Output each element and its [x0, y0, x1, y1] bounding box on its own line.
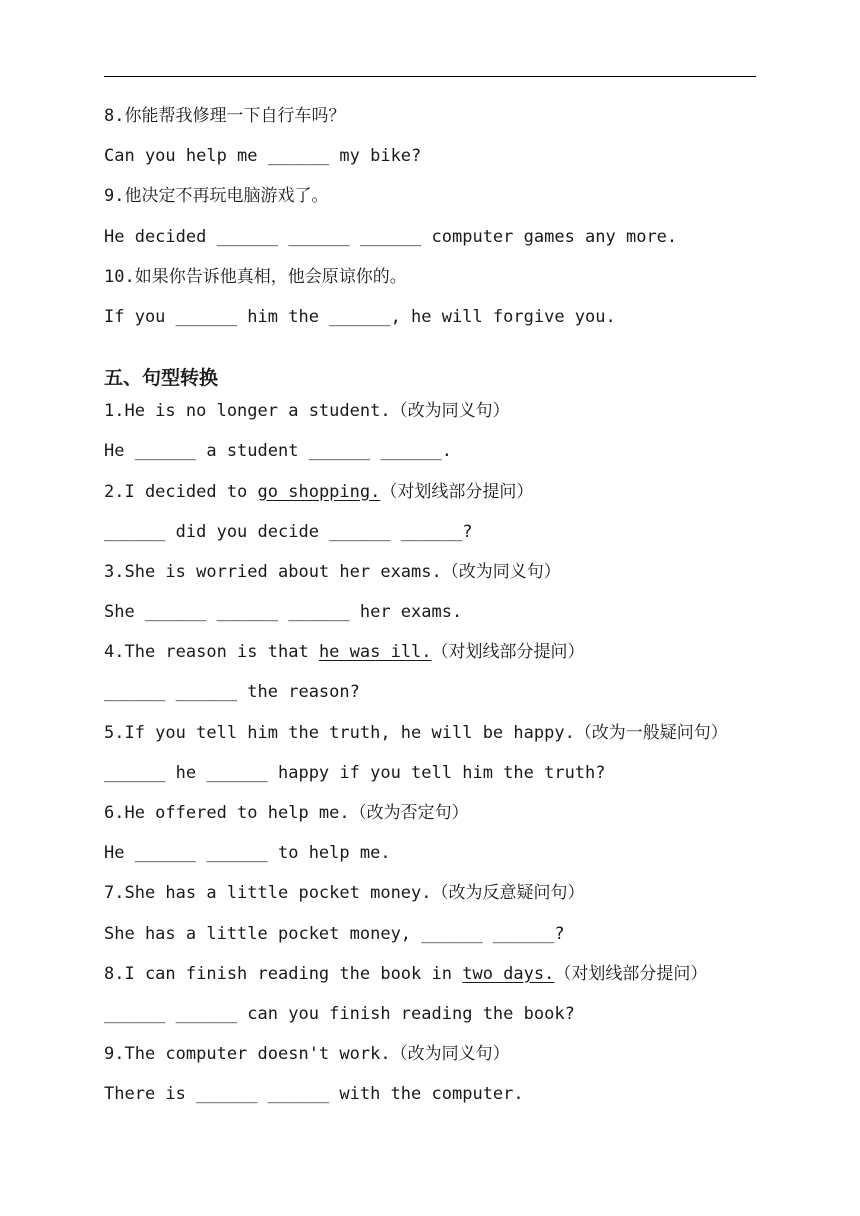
underlined-part: go shopping.: [257, 481, 381, 502]
sentence-transform-list: [104, 396, 804, 1119]
prompt-text: 8.I can finish reading the book in: [104, 963, 463, 984]
prompt-text: 3.She is worried about her exams.: [104, 561, 442, 582]
section-title: 五、句型转换: [104, 367, 219, 390]
q10-chinese: 10.如果你告诉他真相，他会原谅你的。: [104, 266, 407, 287]
s5-q1-prompt: [104, 396, 804, 436]
s5-q3-prompt: [104, 557, 804, 597]
s5-q4-answer: ______ ______ the reason?: [104, 682, 360, 703]
instruction-note: （改为一般疑问句）: [574, 722, 728, 743]
s5-q9-answer: There is ______ ______ with the computer.: [104, 1084, 524, 1105]
prompt-text: 1.He is no longer a student.: [104, 401, 391, 422]
s5-q2-answer: ______ did you decide ______ ______?: [104, 521, 473, 542]
prompt-text: 7.She has a little pocket money.: [104, 883, 432, 904]
prompt-text: 2.I decided to: [104, 481, 258, 502]
instruction-note: （改为同义句）: [390, 401, 510, 422]
instruction-note: （改为同义句）: [390, 1044, 510, 1065]
worksheet-content: [104, 101, 804, 1120]
q8-chinese: 8.你能帮我修理一下自行车吗？: [104, 106, 346, 126]
instruction-note: （改为否定句）: [349, 803, 469, 823]
s5-q6-answer: He ______ ______ to help me.: [104, 843, 391, 864]
q9-chinese: 9.他决定不再玩电脑游戏了。: [104, 186, 329, 207]
instruction-note: （改为同义句）: [441, 561, 561, 582]
prompt-text: 4.The reason is that: [104, 642, 319, 663]
instruction-note: （对划线部分提问）: [554, 963, 708, 984]
s5-q5-answer: ______ he ______ happy if you tell him the truth?: [104, 762, 606, 783]
instruction-note: （对划线部分提问）: [431, 642, 585, 663]
s5-q9-prompt: [104, 1039, 804, 1079]
s5-q4-prompt: [104, 637, 804, 677]
prompt-text: 9.The computer doesn't work.: [104, 1044, 391, 1065]
s5-q7-answer: She has a little pocket money, ______ ______?: [104, 923, 565, 944]
header-rule: [104, 76, 756, 77]
q10-english: If you ______ him the ______, he will forgive you.: [104, 306, 616, 327]
underlined-part: he was ill.: [318, 642, 432, 663]
s5-q8-prompt: [104, 959, 804, 999]
prompt-text: 5.If you tell him the truth, he will be happy.: [104, 722, 575, 743]
prompt-text: 6.He offered to help me.: [104, 803, 350, 823]
s5-q3-answer: She ______ ______ ______ her exams.: [104, 602, 463, 623]
instruction-note: （改为反意疑问句）: [431, 883, 585, 904]
q9-english: He decided ______ ______ ______ computer games any more.: [104, 226, 678, 247]
instruction-note: （对划线部分提问）: [380, 481, 534, 502]
q8-english: Can you help me ______ my bike?: [104, 146, 422, 167]
s5-q6-prompt: [104, 798, 804, 838]
s5-q8-answer: ______ ______ can you finish reading the book?: [104, 1003, 575, 1024]
underlined-part: two days.: [462, 963, 555, 984]
s5-q1-answer: He ______ a student ______ ______.: [104, 441, 452, 462]
s5-q5-prompt: [104, 718, 804, 758]
s5-q7-prompt: [104, 878, 804, 918]
s5-q2-prompt: [104, 477, 804, 517]
